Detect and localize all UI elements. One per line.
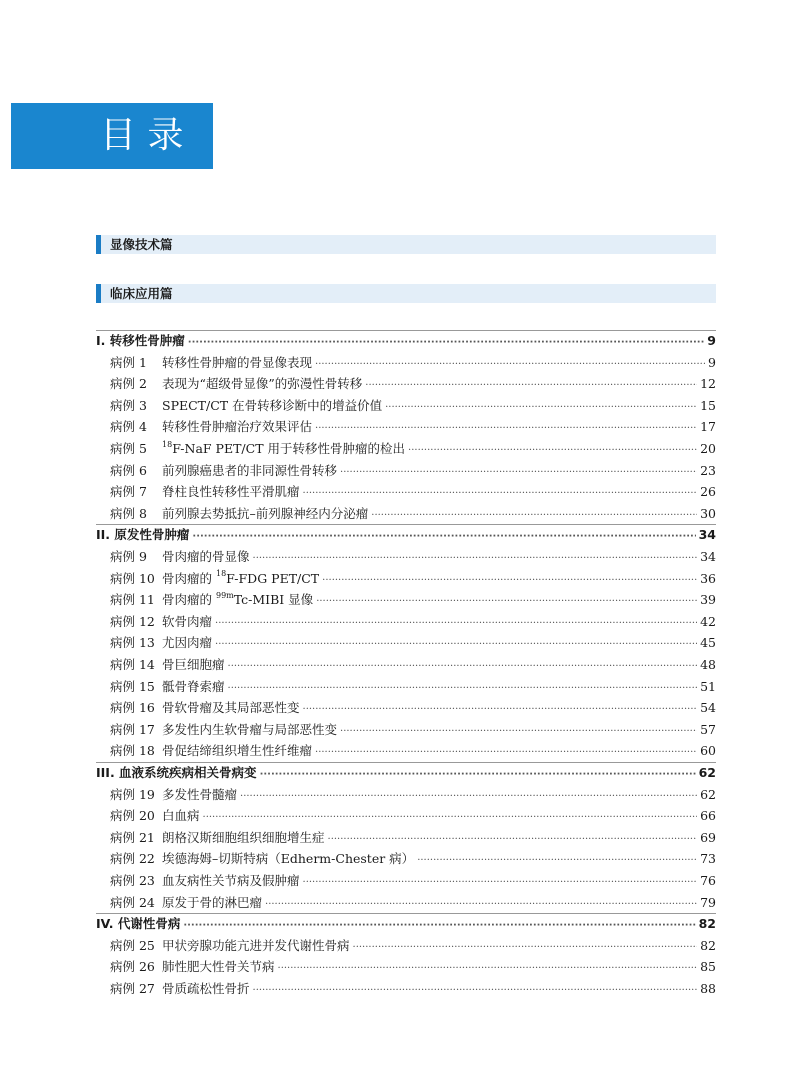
isotope-superscript: 18	[162, 439, 173, 449]
case-number: 病例 16	[110, 700, 155, 716]
case-number: 病例 24	[110, 894, 155, 910]
toc-case-row[interactable]	[110, 590, 716, 610]
section-bar-marker	[96, 235, 101, 254]
dot-leader	[215, 633, 697, 653]
toc-case-row[interactable]	[110, 374, 716, 394]
case-page: 57	[700, 721, 716, 737]
case-page: 9	[708, 354, 716, 370]
dot-leader	[385, 396, 697, 416]
case-page: 62	[700, 786, 716, 802]
case-page: 17	[700, 419, 716, 435]
case-title: 骨质疏松性骨折	[162, 981, 250, 996]
toc-case-row[interactable]	[110, 979, 716, 999]
part-title: I. 转移性骨肿瘤	[96, 333, 185, 348]
case-number: 病例 14	[110, 657, 155, 672]
dot-leader	[303, 871, 698, 891]
toc-case-row[interactable]	[110, 655, 716, 675]
page-title: 目 录	[100, 115, 184, 156]
case-title: 多发性骨髓瘤	[162, 786, 238, 802]
toc-case-row[interactable]	[110, 936, 716, 956]
toc-case-row[interactable]	[110, 461, 716, 481]
toc-case-row[interactable]	[110, 957, 716, 977]
toc-part-row[interactable]	[96, 331, 716, 351]
dot-leader	[353, 936, 698, 956]
part-page: 62	[698, 765, 716, 780]
toc-case-row[interactable]	[110, 720, 716, 740]
toc-case-row[interactable]	[110, 504, 716, 524]
dot-leader	[340, 461, 697, 481]
case-title: 多发性内生软骨瘤与局部恶性变	[162, 721, 338, 737]
section-bar-marker	[96, 284, 101, 303]
case-page: 79	[700, 894, 716, 910]
case-number: 病例 3	[110, 397, 147, 413]
dot-leader	[315, 353, 705, 373]
case-title: 血友病性关节病及假肿瘤	[162, 873, 300, 888]
dot-leader	[340, 720, 697, 740]
toc-part-row[interactable]	[96, 525, 716, 545]
case-number: 病例 13	[110, 635, 155, 651]
toc-case-row[interactable]	[110, 547, 716, 567]
case-page: 15	[700, 397, 716, 413]
part-title: II. 原发性骨肿瘤	[96, 527, 190, 543]
dot-leader	[240, 785, 697, 805]
toc-case-row[interactable]	[110, 871, 716, 891]
case-number: 病例 23	[110, 873, 155, 888]
dot-leader	[265, 893, 697, 913]
case-page: 54	[700, 700, 716, 716]
dot-leader	[260, 763, 696, 783]
case-page: 26	[700, 484, 716, 500]
dot-leader	[188, 331, 705, 351]
dot-leader	[316, 590, 697, 610]
dot-leader	[228, 677, 698, 697]
toc-case-row[interactable]	[110, 698, 716, 718]
toc-part-row[interactable]	[96, 914, 716, 934]
part-page: 9	[707, 333, 716, 348]
dot-leader	[315, 741, 697, 761]
toc-case-row[interactable]	[110, 569, 716, 589]
toc-case-row[interactable]	[110, 893, 716, 913]
case-page: 60	[700, 743, 716, 759]
case-title: 原发于骨的淋巴瘤	[162, 894, 263, 910]
case-number: 病例 15	[110, 678, 155, 694]
case-title: 肺性肥大性骨关节病	[162, 959, 275, 975]
case-page: 39	[700, 592, 716, 608]
case-page: 51	[700, 678, 716, 694]
dot-leader	[228, 655, 698, 675]
case-title: 骨巨细胞瘤	[162, 657, 225, 672]
toc-case-row[interactable]	[110, 482, 716, 502]
toc-case-row[interactable]	[110, 806, 716, 826]
case-title: 前列腺癌患者的非同源性骨转移	[162, 462, 338, 478]
case-page: 20	[700, 441, 716, 456]
dot-leader	[365, 374, 697, 394]
dot-leader	[322, 569, 697, 589]
case-number: 病例 17	[110, 721, 155, 737]
case-number: 病例 25	[110, 937, 155, 953]
toc-case-row[interactable]	[110, 785, 716, 805]
dot-leader	[408, 439, 697, 459]
case-title: 软骨肉瘤	[162, 613, 213, 629]
case-number: 病例 6	[110, 462, 147, 478]
case-title: 甲状旁腺功能亢进并发代谢性骨病	[162, 937, 350, 953]
part-title: III. 血液系统疾病相关骨病变	[96, 765, 257, 780]
case-title: 骨软骨瘤及其局部恶性变	[162, 700, 300, 716]
case-number: 病例 19	[110, 786, 155, 802]
section-bar-label: 临床应用篇	[110, 286, 173, 301]
part-page: 34	[698, 527, 716, 543]
dot-leader	[215, 612, 697, 632]
case-title: 骨肉瘤的骨显像	[162, 549, 250, 564]
case-page: 30	[700, 505, 716, 521]
case-page: 73	[700, 851, 716, 867]
case-page: 88	[700, 981, 716, 996]
case-title: 朗格汉斯细胞组织细胞增生症	[162, 829, 325, 845]
case-number: 病例 20	[110, 808, 155, 824]
toc-case-row[interactable]	[110, 828, 716, 848]
case-number: 病例 12	[110, 613, 155, 629]
case-title: $^{18}$F-NaF PET/CT 用于转移性骨肿瘤的检出	[162, 439, 406, 456]
case-page: 42	[700, 613, 716, 629]
case-number: 病例 10	[110, 570, 155, 586]
case-title: 表现为“超级骨显像”的弥漫性骨转移	[162, 376, 363, 392]
dot-leader	[183, 914, 695, 934]
case-title: 脊柱良性转移性平滑肌瘤	[162, 484, 300, 500]
toc-case-row[interactable]	[110, 633, 716, 653]
dot-leader	[253, 547, 698, 567]
case-page: 48	[700, 657, 716, 672]
case-page: 69	[700, 829, 716, 845]
case-number: 病例 1	[110, 354, 147, 370]
case-title: 骶骨脊索瘤	[162, 678, 225, 694]
case-page: 76	[700, 873, 716, 888]
dot-leader	[417, 849, 697, 869]
case-page: 82	[700, 937, 716, 953]
section-bar-clinical	[96, 284, 716, 303]
dot-leader	[303, 482, 698, 502]
dot-leader	[278, 957, 698, 977]
dot-leader	[371, 504, 697, 524]
toc-part-row[interactable]	[96, 763, 716, 783]
toc-case-row[interactable]	[110, 741, 716, 761]
case-number: 病例 8	[110, 505, 147, 521]
toc-case-row[interactable]	[110, 396, 716, 416]
toc-case-row[interactable]	[110, 677, 716, 697]
case-page: 45	[700, 635, 716, 651]
case-number: 病例 5	[110, 441, 147, 456]
case-number: 病例 4	[110, 419, 147, 435]
case-page: 23	[700, 462, 716, 478]
case-page: 34	[700, 549, 716, 564]
case-number: 病例 11	[110, 592, 155, 608]
part-title: IV. 代谢性骨病	[96, 916, 181, 932]
case-title: 转移性骨肿瘤的骨显像表现	[162, 354, 313, 370]
case-number: 病例 7	[110, 484, 147, 500]
toc-case-row[interactable]	[110, 353, 716, 373]
case-title: SPECT/CT 在骨转移诊断中的增益价值	[162, 397, 383, 413]
toc-case-row[interactable]	[110, 439, 716, 459]
toc-case-row[interactable]	[110, 417, 716, 437]
dot-leader	[303, 698, 698, 718]
case-title: 转移性骨肿瘤治疗效果评估	[162, 419, 313, 435]
part-page: 82	[698, 916, 716, 932]
case-title: 尤因肉瘤	[162, 635, 213, 651]
case-number: 病例 22	[110, 851, 155, 867]
dot-leader	[192, 525, 695, 545]
case-page: 66	[700, 808, 716, 824]
case-page: 12	[700, 376, 716, 392]
case-page: 85	[700, 959, 716, 975]
dot-leader	[203, 806, 698, 826]
section-bar-label: 显像技术篇	[110, 237, 173, 252]
case-number: 病例 26	[110, 959, 155, 975]
case-title: 骨肉瘤的 $^{18}$F-FDG PET/CT	[162, 569, 320, 586]
case-title: 前列腺去势抵抗–前列腺神经内分泌瘤	[162, 505, 369, 521]
toc-case-row[interactable]	[110, 849, 716, 869]
case-number: 病例 9	[110, 549, 147, 564]
case-number: 病例 27	[110, 981, 155, 996]
toc-case-row[interactable]	[110, 612, 716, 632]
case-title: 骨肉瘤的 $^{99m}$Tc-MIBI 显像	[162, 591, 314, 608]
case-title: 白血病	[162, 808, 200, 824]
dot-leader	[253, 979, 698, 999]
isotope-superscript: 99m	[215, 591, 234, 601]
case-number: 病例 2	[110, 376, 147, 392]
dot-leader	[315, 417, 697, 437]
case-title: 骨促结缔组织增生性纤维瘤	[162, 743, 313, 759]
case-number: 病例 21	[110, 829, 155, 845]
section-bar-imaging	[96, 235, 716, 254]
case-number: 病例 18	[110, 743, 155, 759]
isotope-superscript: 18	[215, 569, 227, 579]
case-title: 埃德海姆–切斯特病（Edherm-Chester 病）	[162, 851, 415, 867]
case-page: 36	[700, 570, 716, 586]
dot-leader	[328, 828, 698, 848]
